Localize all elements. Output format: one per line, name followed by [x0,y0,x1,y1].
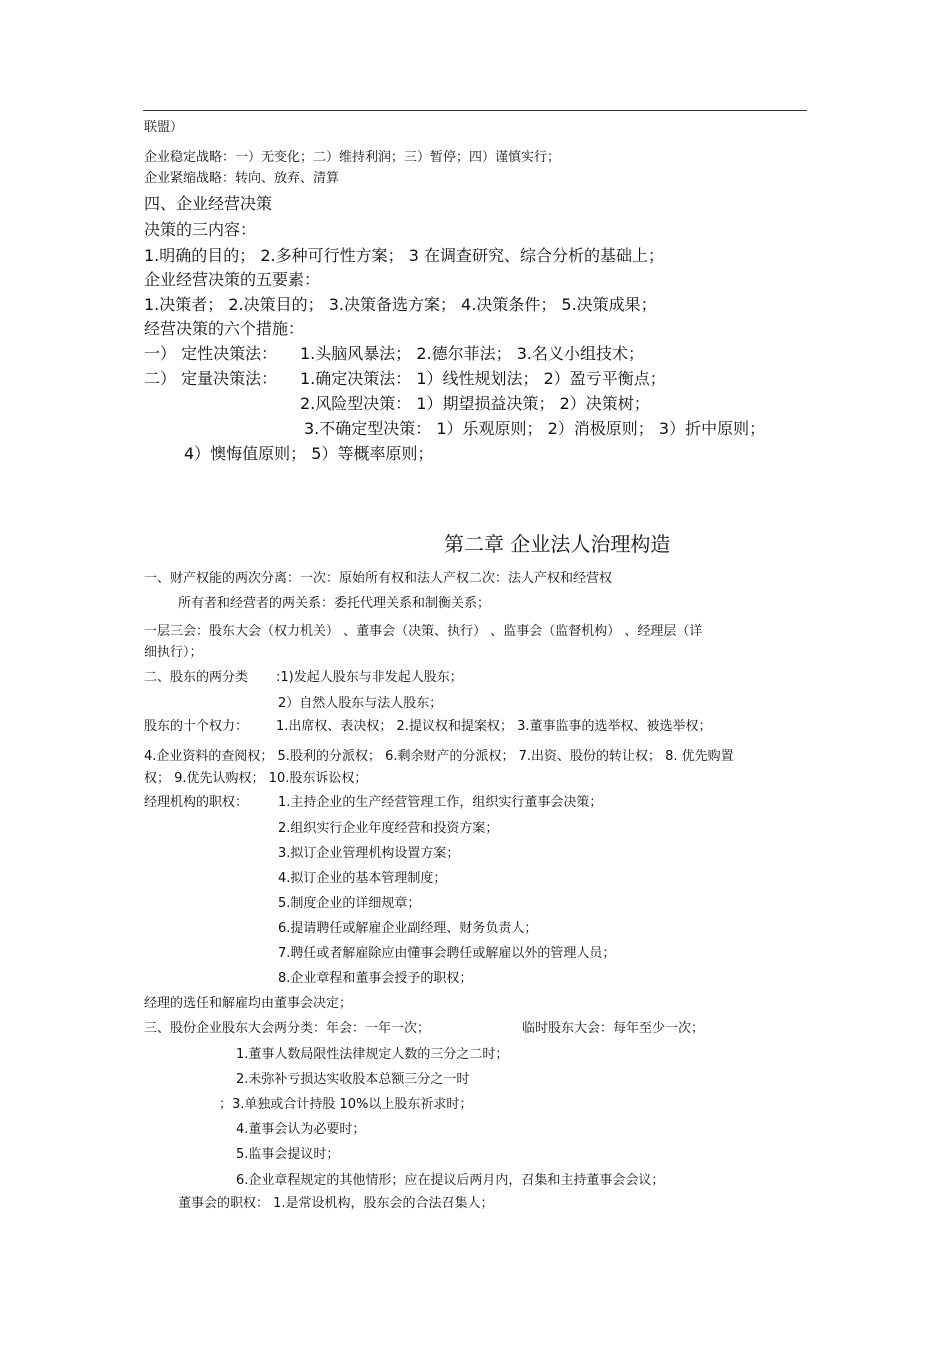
manager-duty-item: 2.组织实行企业年度经营和投资方案； [278,821,499,836]
manager-appointment-text: 经理的选任和解雇均由董事会决定； [144,996,353,1011]
quantitative-item-3-continued: 4）懊悔值原则； 5）等概率原则； [184,444,434,463]
owner-manager-relation-text: 所有者和经营者的两关系：委托代理关系和制衡关系； [178,596,491,611]
manager-duty-item: 4.拟订企业的基本管理制度； [278,871,447,886]
chapter-title: 第二章 企业法人治理构造 [444,532,671,556]
manager-duty-item: 6.提请聘任或解雇企业副经理、财务负责人； [278,921,538,936]
manager-duty-item: 1.主持企业的生产经营管理工作，组织实行董事会决策； [278,795,603,810]
temporary-meeting-condition: 4.董事会认为必要时； [236,1122,366,1137]
top-divider-line [143,110,807,111]
section-3-meeting-types: 三、股份企业股东大会两分类：年会：一年一次； [144,1021,431,1036]
property-separation-text: 一、财产权能的两次分离：一次：原始所有权和法人产权二次：法人产权和经营权 [144,571,613,586]
ten-rights-line-2: 4.企业资料的查阅权； 5.股利的分派权； 6.剩余财产的分派权； 7.出资、股份的转让权； 8. 优先购置 [144,749,734,764]
temporary-meeting-text: 临时股东大会：每年至少一次； [522,1021,705,1036]
qualitative-method-label: 一） 定性决策法： [144,344,278,363]
manager-duty-item: 7.聘任或者解雇除应由懂事会聘任或解雇以外的管理人员； [278,946,616,961]
stable-strategy-text: 企业稳定战略：一）无变化；二）维持利润；三）暂停；四）谨慎实行； [144,150,561,165]
manager-duties-label: 经理机构的职权： [144,795,249,810]
quantitative-item-3: 3.不确定型决策： 1）乐观原则； 2）消极原则； 3）折中原则； [304,419,766,438]
five-elements-list: 1.决策者； 2.决策目的； 3.决策备选方案； 4.决策条件； 5.决策成果； [144,295,657,314]
temporary-meeting-condition: 1.董事人数局限性法律规定人数的三分之二时； [236,1047,509,1062]
shareholder-classification-2: 2）自然人股东与法人股东； [278,696,443,711]
shareholder-classification-label: 二、股东的两分类 [144,670,249,685]
quantitative-item-1: 1.确定决策法： 1）线性规划法； 2）盈亏平衡点； [300,369,666,388]
board-duties-text: 董事会的职权： 1.是常设机构，股东会的合法召集人； [178,1196,494,1211]
manager-duty-item: 5.制度企业的详细规章； [278,896,421,911]
ten-rights-line-3: 权； 9.优先认购权； 10.股东诉讼权； [144,771,368,786]
one-tier-three-boards-text: 一层三会：股东大会（权力机关） 、董事会（决策、执行） 、监事会（监督机构） 、经理层（详 [144,624,703,639]
shareholder-classification-1: :1)发起人股东与非发起人股东； [276,670,463,685]
temporary-meeting-condition: 6.企业章程规定的其他情形；应在提议后两月内，召集和主持董事会会议； [236,1173,665,1188]
manager-duty-item: 3.拟订企业管理机构设置方案； [278,846,460,861]
ten-rights-line-1: 1.出席权、表决权； 2.提议权和提案权； 3.董事监事的选举权、被选举权； [276,719,712,734]
three-contents-heading: 决策的三内容： [144,220,257,239]
manager-duty-item: 8.企业章程和董事会授予的职权； [278,971,473,986]
alliance-tail-text: 联盟） [144,120,184,135]
five-elements-heading: 企业经营决策的五要素： [144,270,321,289]
contraction-strategy-text: 企业紧缩战略：转向、放弃、清算 [144,171,340,186]
ten-rights-label: 股东的十个权力： [144,719,249,734]
one-tier-three-boards-continued: 细执行）； [144,645,203,660]
quantitative-item-2: 2.风险型决策： 1）期望损益决策； 2）决策树； [300,394,650,413]
temporary-meeting-condition: 5.监事会提议时； [236,1147,340,1162]
three-contents-list: 1.明确的目的； 2.多种可行性方案； 3 在调查研究、综合分析的基础上； [144,246,664,265]
quantitative-method-label: 二） 定量决策法： [144,369,278,388]
temporary-meeting-condition: ；3.单独或合计持股 10%以上股东祈求时； [219,1097,473,1112]
temporary-meeting-condition: 2.未弥补亏损达实收股本总额三分之一时 [236,1072,470,1087]
qualitative-method-items: 1.头脑风暴法； 2.德尔菲法； 3.名义小组技术； [300,344,644,363]
six-measures-heading: 经营决策的六个措施： [144,319,305,338]
section-4-heading: 四、企业经营决策 [144,194,273,213]
